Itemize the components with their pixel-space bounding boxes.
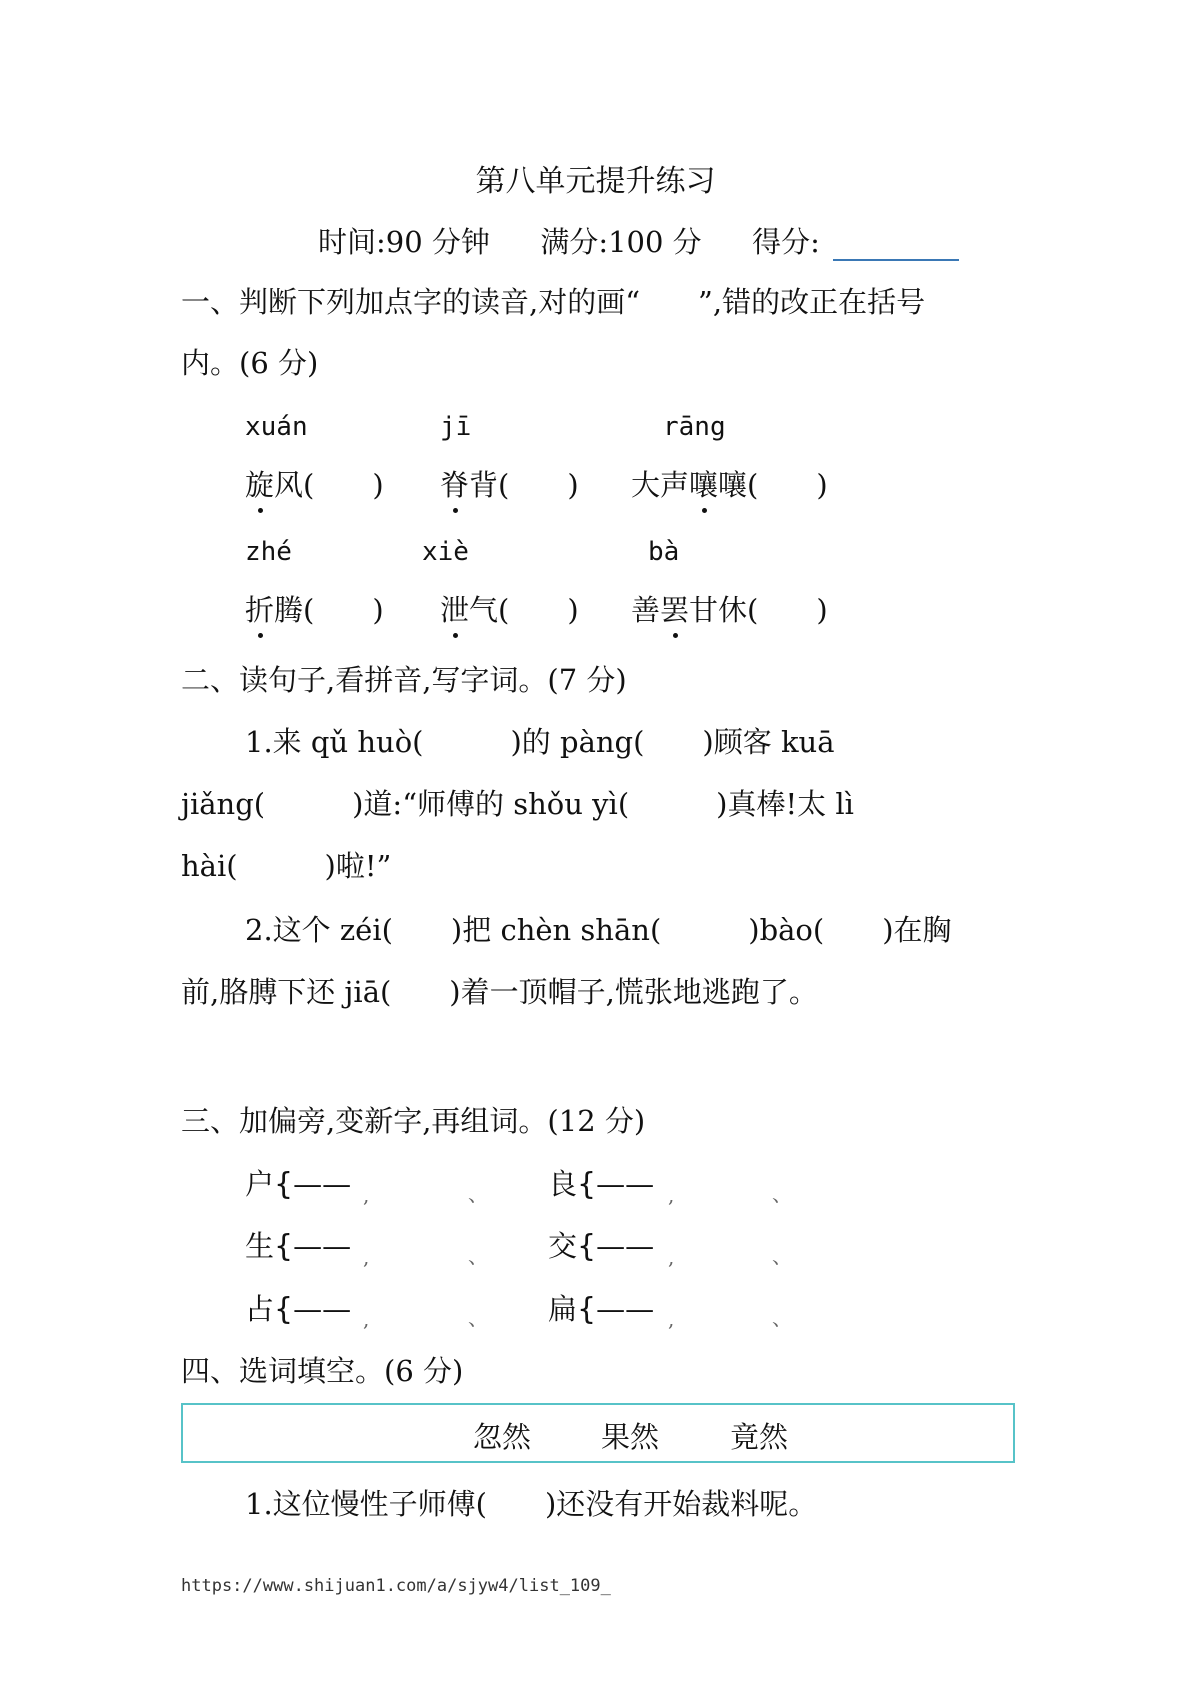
word-item: 旋风( ): [245, 465, 384, 505]
blank-mark-icon: ,: [363, 1245, 370, 1269]
pinyin: zhé: [245, 537, 292, 567]
word-item: 脊背( ): [440, 465, 579, 505]
word-option: 忽然: [473, 1420, 532, 1454]
q2-line: 2.这个 zéi( )把 chèn shān( )bào( )在胸: [245, 913, 952, 947]
pinyin: jī: [440, 412, 472, 442]
brace-icon: {: [577, 1292, 597, 1327]
time-label: 时间:90 分钟: [318, 225, 490, 259]
blank-mark-icon: 、: [772, 1244, 792, 1268]
q2-line: hài( )啦!”: [181, 849, 392, 883]
radical-row: 户{——: [245, 1167, 352, 1202]
score-line: [318, 220, 959, 261]
score-blank[interactable]: [833, 235, 959, 261]
blank-mark-icon: 、: [468, 1306, 488, 1330]
word-item: 折腾( ): [245, 590, 384, 630]
brace-icon: {: [577, 1229, 597, 1264]
word-option: 竟然: [730, 1420, 789, 1454]
word-bank-box: [181, 1403, 1015, 1463]
brace-icon: {: [274, 1229, 294, 1264]
base-char: 户: [245, 1167, 275, 1201]
brace-icon: {: [577, 1167, 597, 1202]
radical-row: 交{——: [548, 1229, 655, 1264]
blank-mark-icon: 、: [468, 1244, 488, 1268]
q2-line: 1.来 qǔ huò( )的 pàng( )顾客 kuā: [245, 725, 835, 759]
base-char: 占: [245, 1292, 275, 1326]
blank-mark-icon: 、: [772, 1182, 792, 1206]
pinyin: bà: [648, 537, 680, 567]
base-char: 良: [548, 1167, 578, 1201]
q3-heading: 三、加偏旁,变新字,再组词。(12 分): [181, 1104, 646, 1138]
page-title: 第八单元提升练习: [475, 164, 716, 199]
q2-line: jiǎng( )道:“师傅的 shǒu yì( )真棒!太 lì: [181, 787, 854, 821]
pinyin: xiè: [422, 537, 469, 567]
radical-row: 良{——: [548, 1167, 655, 1202]
q4-heading: 四、选词填空。(6 分): [181, 1354, 464, 1388]
blank-mark-icon: ,: [668, 1307, 675, 1331]
q2-heading: 二、读句子,看拼音,写字词。(7 分): [181, 663, 627, 697]
blank-mark-icon: ,: [363, 1183, 370, 1207]
base-char: 生: [245, 1229, 275, 1263]
q4-sentence: 1.这位慢性子师傅( )还没有开始裁料呢。: [245, 1487, 818, 1521]
score-label: 得分:: [752, 225, 820, 259]
blank-mark-icon: ,: [363, 1307, 370, 1331]
q2-line: 前,胳膊下还 jiā( )着一顶帽子,慌张地逃跑了。: [181, 975, 818, 1009]
word-item: 泄气( ): [440, 590, 579, 630]
footer-url[interactable]: https://www.shijuan1.com/a/sjyw4/list_109_: [181, 1576, 611, 1596]
base-char: 扁: [548, 1292, 578, 1326]
blank-mark-icon: ,: [668, 1183, 675, 1207]
radical-row: 生{——: [245, 1229, 352, 1264]
word-item: 善罢甘休( ): [631, 590, 828, 630]
blank-mark-icon: 、: [468, 1182, 488, 1206]
blank-mark-icon: ,: [668, 1245, 675, 1269]
brace-icon: {: [274, 1292, 294, 1327]
q1-heading-line2: 内。(6 分): [181, 346, 319, 380]
blank-mark-icon: 、: [772, 1306, 792, 1330]
pinyin: xuán: [245, 412, 308, 442]
brace-icon: {: [274, 1167, 294, 1202]
word-item: 大声嚷嚷( ): [631, 465, 828, 505]
q1-heading-line1: 一、判断下列加点字的读音,对的画“ ”,错的改正在括号: [181, 285, 926, 319]
word-option: 果然: [601, 1420, 660, 1454]
base-char: 交: [548, 1229, 578, 1263]
full-score-label: 满分:100 分: [540, 225, 702, 259]
pinyin: rāng: [663, 412, 726, 442]
radical-row: 占{——: [245, 1292, 352, 1327]
radical-row: 扁{——: [548, 1292, 655, 1327]
